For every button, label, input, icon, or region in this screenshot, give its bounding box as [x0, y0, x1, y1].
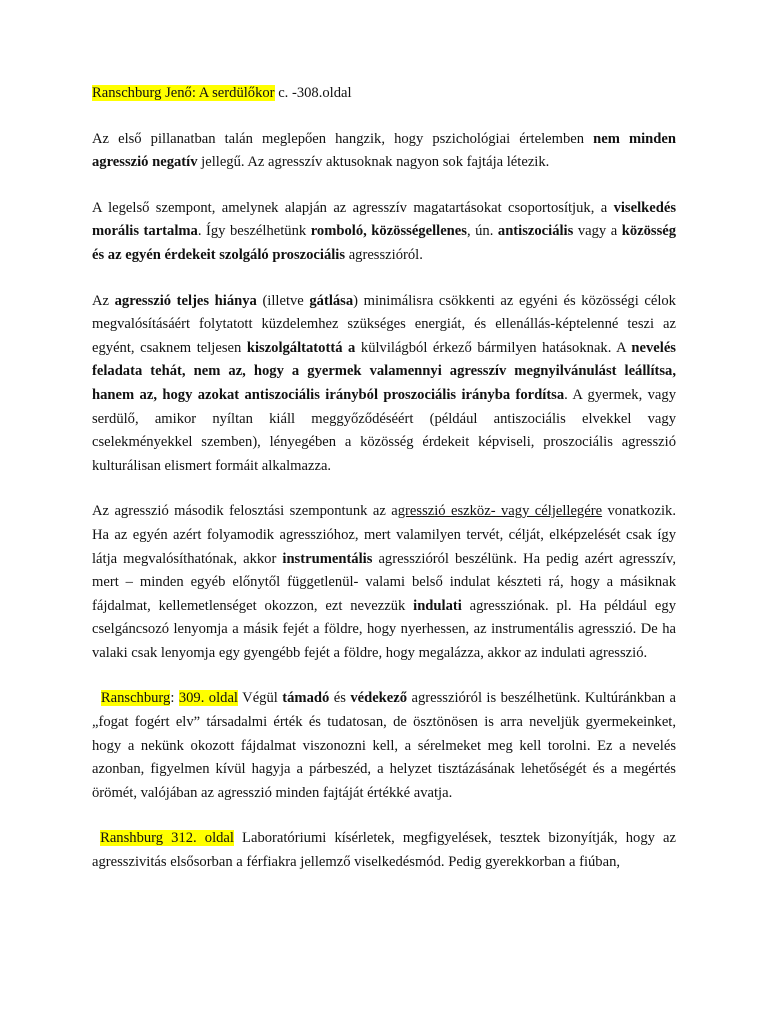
bold-run: támadó [282, 690, 330, 707]
text-run: agresszióról is beszélhetünk. Kultúránkban a „fogat fogért elv” társadalmi érték és tudatosan, de ösztönösen is arra neveljük gyermekeinket, hogy a nekünk okozott fájdalmat viszonozni kell, a sérelmeket meg kell torolni. Ez a nevelés azonban, figyelmen kívül hagyja a párbeszéd, a helyzet tisztázásának lehetőségét és a megértés örömét, valójában az agresszió minden fajtáját értékké avatja. [92, 690, 677, 801]
highlighted-source: Ranschburg Jenő: A serdülőkor [92, 85, 275, 101]
text-run: ) minimálisra csökkenti az egyéni és közösségi célok megvalósításáért folytatott küzdelemhez szükséges energiát, és ellenállás-képtelenné teszi az egyént, csaknem teljesen [92, 292, 676, 356]
text-run: . Így beszélhetünk [197, 223, 311, 240]
source-heading [92, 82, 676, 106]
text-run: külvilágból érkező bármilyen hatásoknak. A [355, 339, 632, 356]
bold-run: nevelés feladata tehát, nem az, hogy a gyermek valamennyi agresszív megnyilvánulást leállítsa, hanem az, hogy azokat antiszociális irányból proszociális irányba fordítsa [92, 339, 676, 403]
text-run: , ún. [466, 223, 498, 240]
text-run: agresszióról beszélünk. Ha pedig azért agresszív, mert – minden egyéb előnytől függetlenül- valami belső indulat készteti rá, hogy a másiknak fájdalmat, kellemetlenséget okozzon, ezt nevezzük [92, 550, 676, 614]
bold-run: indulati [413, 597, 462, 614]
text-run: és [329, 690, 351, 707]
highlighted-page-ref: 309. oldal [178, 690, 238, 707]
paragraph-3 [92, 290, 676, 479]
text-run: vonatkozik. Ha az egyén azért folyamodik agresszióhoz, mert valamilyen tervét, célját, elképzelését csak így látja megvalósíthatónak, akkor [92, 503, 676, 567]
text-run: jellegű. Az agresszív aktusoknak nagyon sok fajtája létezik. [197, 154, 550, 171]
highlighted-source: Ranschburg [100, 690, 171, 707]
paragraph-1 [92, 128, 676, 175]
text-run: agresszióról. [345, 246, 423, 263]
paragraph-2 [92, 197, 676, 268]
bold-run: antiszociális [497, 223, 574, 240]
text-run: . A gyermek, vagy serdülő, amikor nyíltan kiáll meggyőződéséért (például antiszociális elvekkel vagy cselekményekkel szemben), lényegében a közösség érdekeit képviseli, proszociális agresszió kulturálisan elismert formáit alkalmazza. [92, 386, 676, 474]
document-body [92, 82, 676, 875]
text-run: Laboratóriumi kísérletek, megfigyelések, tesztek bizonyítják, hogy az agresszivitás elsősorban a férfiakra jellemző viselkedésmód. Pedig gyerekkorban a fiúban, [92, 830, 676, 871]
text-run: Az agresszió második felosztási szempontunk az a [92, 503, 398, 520]
bold-run: gátlása [309, 292, 354, 309]
bold-run: viselkedés morális tartalma [92, 199, 676, 240]
bold-run: védekező [350, 690, 408, 707]
text-run: (illetve [256, 292, 310, 309]
bold-run: romboló, közösségellenes [310, 223, 467, 240]
underlined-run: gresszió eszköz- vagy céljellegére [397, 503, 603, 520]
bold-run: nem minden agresszió negatív [92, 130, 676, 171]
text-run: agressziónak. pl. Ha például egy cselgáncsozó lenyomja a másik fejét a földre, hogy nyerhessen, az instrumentális agresszió. De ha valaki csak lenyomja egy gyengébb fejét a földre, hogy megalázza, akkor az indulati agresszió. [92, 597, 676, 661]
bold-run: agresszió teljes hiánya [114, 292, 257, 309]
bold-run: közösség és az egyén érdekeit szolgáló proszociális [92, 223, 677, 263]
text-run: Végül [237, 690, 283, 707]
bold-run: kiszolgáltatottá a [246, 339, 356, 356]
text-run: Az [92, 292, 115, 309]
highlighted-source: Ranshburg 312. oldal [100, 830, 234, 847]
paragraph-4 [92, 500, 676, 665]
paragraph-5 [92, 687, 676, 805]
text-run: vagy a [573, 223, 622, 240]
paragraph-6 [92, 827, 676, 874]
text-run: : [170, 690, 179, 707]
text-run: A legelső szempont, amelynek alapján az agresszív magatartásokat csoportosítjuk, a [92, 199, 614, 216]
source-page-ref: c. -308.oldal [274, 85, 352, 101]
text-run: Az első pillanatban talán meglepően hangzik, hogy pszichológiai értelemben [92, 130, 594, 147]
bold-run: instrumentális [282, 550, 373, 567]
